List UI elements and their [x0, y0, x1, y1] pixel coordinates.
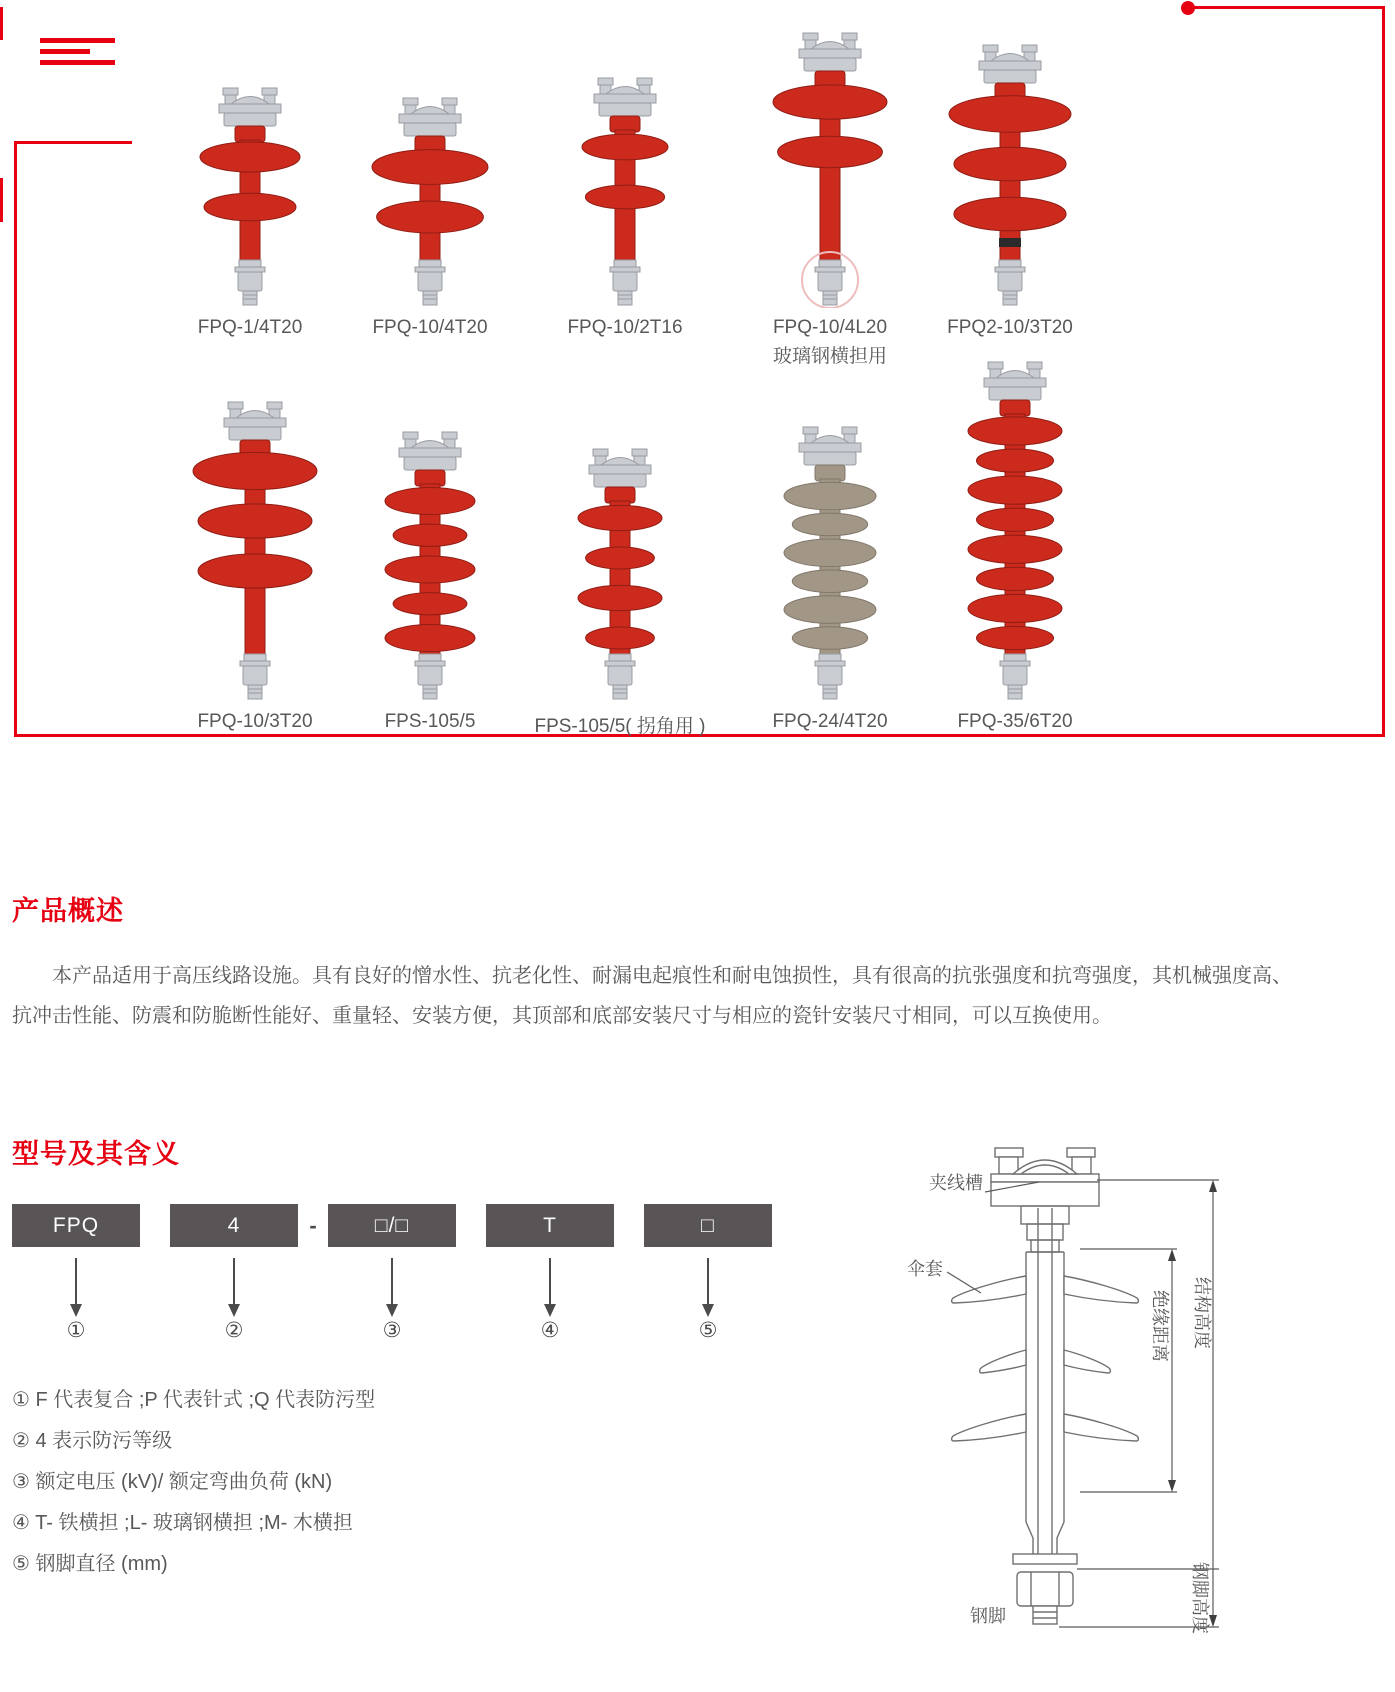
- diagram-shed: [1064, 1276, 1138, 1303]
- circled-number: ②: [224, 1319, 244, 1342]
- diagram-clamp: [991, 1174, 1099, 1182]
- product-label: FPS-105/5: [384, 711, 476, 732]
- product-item: [735, 30, 925, 368]
- circled-number: ④: [540, 1319, 560, 1342]
- model-box: 4: [170, 1204, 298, 1247]
- insulator-image: [155, 30, 345, 308]
- diagram-nut: [1017, 1572, 1073, 1606]
- product-item: [920, 352, 1110, 733]
- overview-line: 抗冲击性能、防震和防脆断性能好、重量轻、安装方便，其顶部和底部安装尺寸与相应的瓷针安装尺寸相同，可以互换使用。: [12, 1005, 1112, 1027]
- diagram-label-steel-pin: 钢脚: [970, 1606, 1006, 1626]
- diagram-base: [1026, 1522, 1064, 1554]
- product-item: [155, 30, 345, 339]
- insulator-image: [160, 352, 350, 702]
- page-edge-mark: [0, 178, 3, 222]
- diagram-label-clamp-groove: 夹线槽: [929, 1173, 983, 1193]
- insulator-image: [920, 352, 1110, 702]
- insulator-photo: [530, 73, 720, 308]
- diagram-thread: [1033, 1606, 1057, 1624]
- decorative-frame-topline: [1193, 6, 1383, 9]
- menu-bars-icon: [40, 60, 115, 65]
- insulator-image: [735, 30, 925, 308]
- diagram-shed: [952, 1276, 1026, 1303]
- product-item: [530, 30, 720, 339]
- insulator-photo: [335, 93, 525, 308]
- product-item: [335, 30, 525, 339]
- page-edge-mark: [0, 7, 3, 40]
- diagram-flange: [1013, 1554, 1077, 1564]
- model-note: ② 4 表示防污等级: [12, 1430, 173, 1452]
- product-item: [335, 352, 525, 733]
- diagram-housing: [1026, 1252, 1064, 1522]
- dim-arrow-icon: [1209, 1180, 1217, 1192]
- insulator-photo: [920, 357, 1110, 702]
- diagram-shed: [1064, 1414, 1138, 1441]
- diagram-neck: [1021, 1206, 1069, 1224]
- decorative-frame-topstub: [14, 141, 132, 144]
- product-label: FPQ-10/3T20: [197, 711, 313, 732]
- diagram-shed: [980, 1350, 1026, 1373]
- insulator-photo: [735, 28, 925, 308]
- model-separator: -: [309, 1212, 317, 1238]
- product-sublabel: 玻璃钢横担用: [772, 346, 887, 367]
- model-note: ⑤ 钢脚直径 (mm): [12, 1553, 168, 1575]
- model-box: □: [644, 1204, 772, 1247]
- technical-diagram: [845, 1062, 1295, 1672]
- down-arrow-icon: [549, 1258, 551, 1304]
- diagram-neck: [1031, 1240, 1059, 1252]
- product-label: FPQ-35/6T20: [957, 711, 1073, 732]
- overview-paragraph: [12, 956, 1387, 1036]
- insulator-image: [335, 30, 525, 308]
- insulator-image: [335, 352, 525, 702]
- insulator-photo: [160, 397, 350, 702]
- insulator-image: [530, 30, 720, 308]
- model-note: ① F 代表复合 ;P 代表针式 ;Q 代表防污型: [12, 1389, 376, 1411]
- menu-bars-icon: [40, 38, 115, 43]
- model-notes: [12, 1380, 375, 1585]
- product-label: FPQ-10/4T20: [372, 317, 488, 338]
- product-label: FPQ-1/4T20: [197, 317, 303, 338]
- product-label: FPQ-24/4T20: [772, 711, 888, 732]
- insulator-photo: [155, 83, 345, 308]
- product-label: FPS-105/5( 拐角用 ): [534, 716, 706, 737]
- diagram-label-sheath: 伞套: [907, 1259, 943, 1279]
- down-arrow-icon: [75, 1258, 77, 1304]
- insulator-photo: [335, 427, 525, 702]
- insulator-photo: [525, 444, 715, 702]
- dim-arrow-icon: [1168, 1480, 1176, 1492]
- diagram-bolt: [1067, 1148, 1095, 1157]
- product-item: [525, 352, 715, 738]
- circled-number: ⑤: [698, 1319, 718, 1342]
- circled-number: ①: [66, 1319, 86, 1342]
- section-heading-overview: 产品概述: [12, 896, 124, 926]
- model-box: □/□: [328, 1204, 456, 1247]
- diagram-label-insulation-distance: 绝缘距离: [1150, 1290, 1170, 1362]
- product-item: [735, 352, 925, 733]
- leader-line: [947, 1272, 981, 1293]
- dim-arrow-icon: [1168, 1249, 1176, 1261]
- product-label: FPQ-10/2T16: [567, 317, 683, 338]
- down-arrow-icon: [233, 1258, 235, 1304]
- overview-line: 本产品适用于高压线路设施。具有良好的憎水性、抗老化性、耐漏电起痕性和耐电蚀损性，具有很高的抗张强度和抗弯强度，其机械强度高、: [52, 965, 1292, 987]
- section-heading-model: 型号及其含义: [12, 1139, 180, 1169]
- product-item: [915, 30, 1105, 339]
- diagram-saddle: [1013, 1160, 1077, 1174]
- insulator-photo: [735, 422, 925, 702]
- insulator-image: [735, 352, 925, 702]
- down-arrow-icon: [707, 1258, 709, 1304]
- insulator-photo: [915, 40, 1105, 308]
- diagram-label-structure-height: 结构高度: [1192, 1277, 1212, 1349]
- insulator-image: [915, 30, 1105, 308]
- model-box: T: [486, 1204, 614, 1247]
- model-box: FPQ: [12, 1204, 140, 1247]
- diagram-shed: [1064, 1350, 1110, 1373]
- diagram-bolt: [995, 1148, 1023, 1157]
- insulator-image: [525, 352, 715, 702]
- circled-number: ③: [382, 1319, 402, 1342]
- menu-bars-icon: [40, 49, 90, 54]
- decorative-frame-right: [1382, 6, 1385, 737]
- diagram-neck: [1027, 1224, 1063, 1240]
- product-item: [160, 352, 350, 733]
- model-note: ③ 额定电压 (kV)/ 额定弯曲负荷 (kN): [12, 1471, 333, 1493]
- model-note: ④ T- 铁横担 ;L- 玻璃钢横担 ;M- 木横担: [12, 1512, 353, 1534]
- product-label: FPQ2-10/3T20: [947, 317, 1073, 338]
- diagram-label-pin-height: 钢脚高度: [1190, 1562, 1210, 1634]
- product-label: FPQ-10/4L20: [772, 317, 888, 338]
- down-arrow-icon: [391, 1258, 393, 1304]
- diagram-clamp: [991, 1182, 1099, 1206]
- diagram-shed: [952, 1414, 1026, 1441]
- decorative-frame-left: [14, 141, 17, 737]
